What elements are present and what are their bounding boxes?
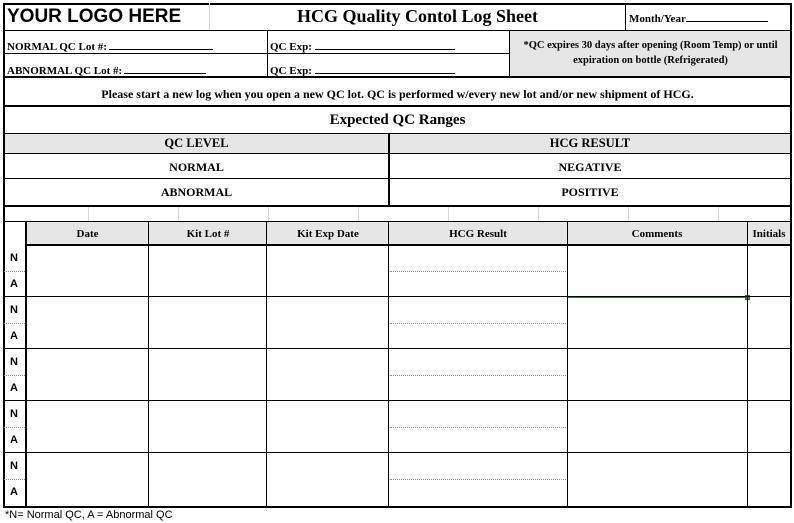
month-year-label: Month/Year [629,13,686,25]
ranges-col-hcg-result: HCG RESULT [549,136,631,150]
range-level-abnormal: ABNORMAL [160,185,233,199]
footnote: *N= Normal QC, A = Abnormal QC [5,509,173,521]
page-title: HCG Quality Contol Log Sheet [296,6,538,26]
normal-lot-field[interactable] [7,37,213,53]
col-hcg-result: HCG Result [449,228,507,240]
qc-exp-label: QC Exp: [270,65,312,77]
abnormal-row-label: A [10,486,18,498]
expiration-note: *QC expires 30 days after opening (Room Temp) or until expiration on bottle (Refrigerated) [523,40,778,66]
range-result-positive: POSITIVE [561,185,619,199]
normal-row-label: N [10,356,18,368]
col-kit-lot: Kit Lot # [186,228,230,240]
normal-row-label: N [10,304,18,316]
normal-qc-exp-field[interactable] [270,37,455,53]
normal-lot-label: NORMAL QC Lot #: [7,41,107,53]
ranges-title: Expected QC Ranges [329,112,466,128]
abnormal-lot-label: ABNORMAL QC Lot #: [7,65,123,77]
abnormal-lot-field[interactable] [7,61,206,77]
col-kit-exp-date: Kit Exp Date [297,228,359,240]
instruction-text: Please start a new log when you open a new QC lot. QC is performed w/every new lot and/or new shipment of HCG. [101,87,694,101]
normal-row-label: N [10,252,18,264]
col-comments: Comments [631,228,683,240]
abnormal-row-label: A [10,330,18,342]
selected-comments-cell[interactable] [567,245,748,298]
normal-row-label: N [10,460,18,472]
col-date: Date [76,228,99,240]
abnormal-row-label: A [10,278,18,290]
expiration-note-box [510,30,791,76]
range-level-normal: NORMAL [169,160,224,174]
month-year-field[interactable] [629,9,768,25]
abnormal-row-label: A [10,434,18,446]
normal-row-label: N [10,408,18,420]
col-initials: Initials [752,228,786,240]
logo-placeholder: YOUR LOGO HERE [7,6,182,27]
abnormal-qc-exp-field[interactable] [270,61,455,77]
range-result-negative: NEGATIVE [558,160,622,174]
ranges-col-qc-level: QC LEVEL [164,136,229,150]
abnormal-row-label: A [10,382,18,394]
qc-exp-label: QC Exp: [270,41,312,53]
